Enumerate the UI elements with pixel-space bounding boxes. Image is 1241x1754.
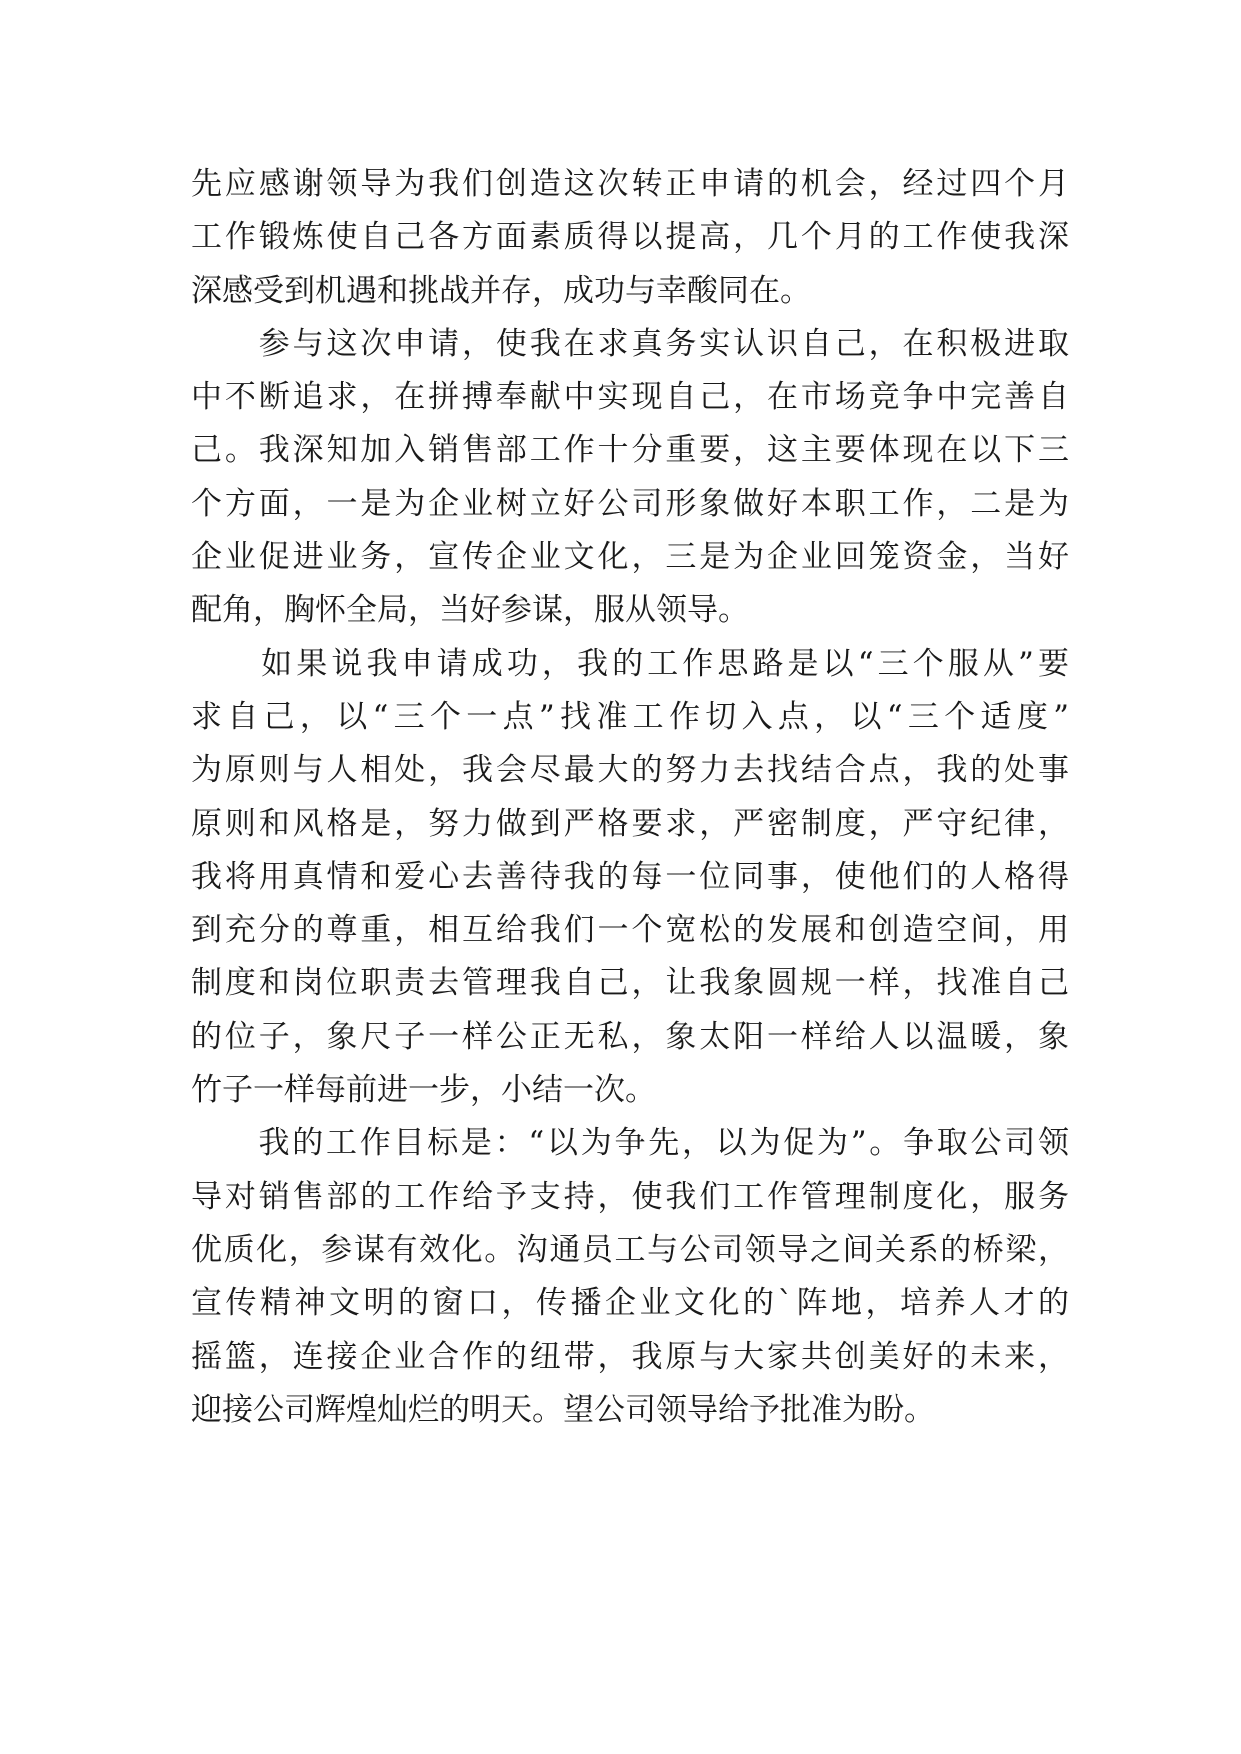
text-line: 导对销售部的工作给予支持，使我们工作管理制度化，服务 (191, 1178, 1069, 1215)
text-line: 个方面，一是为企业树立好公司形象做好本职工作，二是为 (191, 485, 1069, 522)
text-line: 己。我深知加入销售部工作十分重要，这主要体现在以下三 (191, 432, 1069, 469)
text-line: 为原则与人相处，我会尽最大的努力去找结合点，我的处事 (191, 752, 1069, 789)
text-line: 优质化，参谋有效化。沟通员工与公司领导之间关系的桥梁， (191, 1231, 1069, 1268)
text-line: 我的工作目标是：“以为争先，以为促为”。争取公司领 (191, 1125, 1069, 1162)
text-line: 摇篮，连接企业合作的纽带，我原与大家共创美好的未来， (191, 1338, 1069, 1375)
document-body (191, 158, 1069, 1437)
text-line: 工作锻炼使自己各方面素质得以提高，几个月的工作使我深 (191, 219, 1069, 256)
text-line: 如果说我申请成功，我的工作思路是以“三个服从”要 (191, 645, 1069, 682)
text-line: 先应感谢领导为我们创造这次转正申请的机会，经过四个月 (191, 166, 1069, 202)
text-line: 配角，胸怀全局，当好参谋，服从领导。 (191, 592, 749, 629)
text-line: 参与这次申请，使我在求真务实认识自己，在积极进取 (191, 325, 1069, 362)
paragraph-4 (191, 1117, 1069, 1437)
text-line: 深感受到机遇和挑战并存，成功与幸酸同在。 (191, 272, 811, 309)
text-line: 到充分的尊重，相互给我们一个宽松的发展和创造空间，用 (191, 912, 1069, 949)
paragraph-1 (191, 158, 1069, 318)
paragraph-3 (191, 638, 1069, 1118)
text-line: 迎接公司辉煌灿烂的明天。望公司领导给予批准为盼。 (191, 1391, 935, 1428)
paragraph-2 (191, 318, 1069, 638)
text-line: 制度和岗位职责去管理我自己，让我象圆规一样，找准自己 (191, 965, 1069, 1002)
text-line: 我将用真情和爱心去善待我的每一位同事，使他们的人格得 (191, 858, 1069, 895)
text-line: 企业促进业务，宣传企业文化，三是为企业回笼资金，当好 (191, 539, 1069, 576)
text-line: 宣传精神文明的窗口，传播企业文化的`阵地，培养人才的 (191, 1285, 1069, 1322)
text-line: 求自己，以“三个一点”找准工作切入点，以“三个适度” (191, 698, 1069, 735)
text-line: 竹子一样每前进一步，小结一次。 (191, 1072, 656, 1109)
text-line: 中不断追求，在拼搏奉献中实现自己，在市场竞争中完善自 (191, 379, 1069, 416)
text-line: 的位子，象尺子一样公正无私，象太阳一样给人以温暖，象 (191, 1018, 1069, 1055)
text-line: 原则和风格是，努力做到严格要求，严密制度，严守纪律， (191, 805, 1069, 842)
